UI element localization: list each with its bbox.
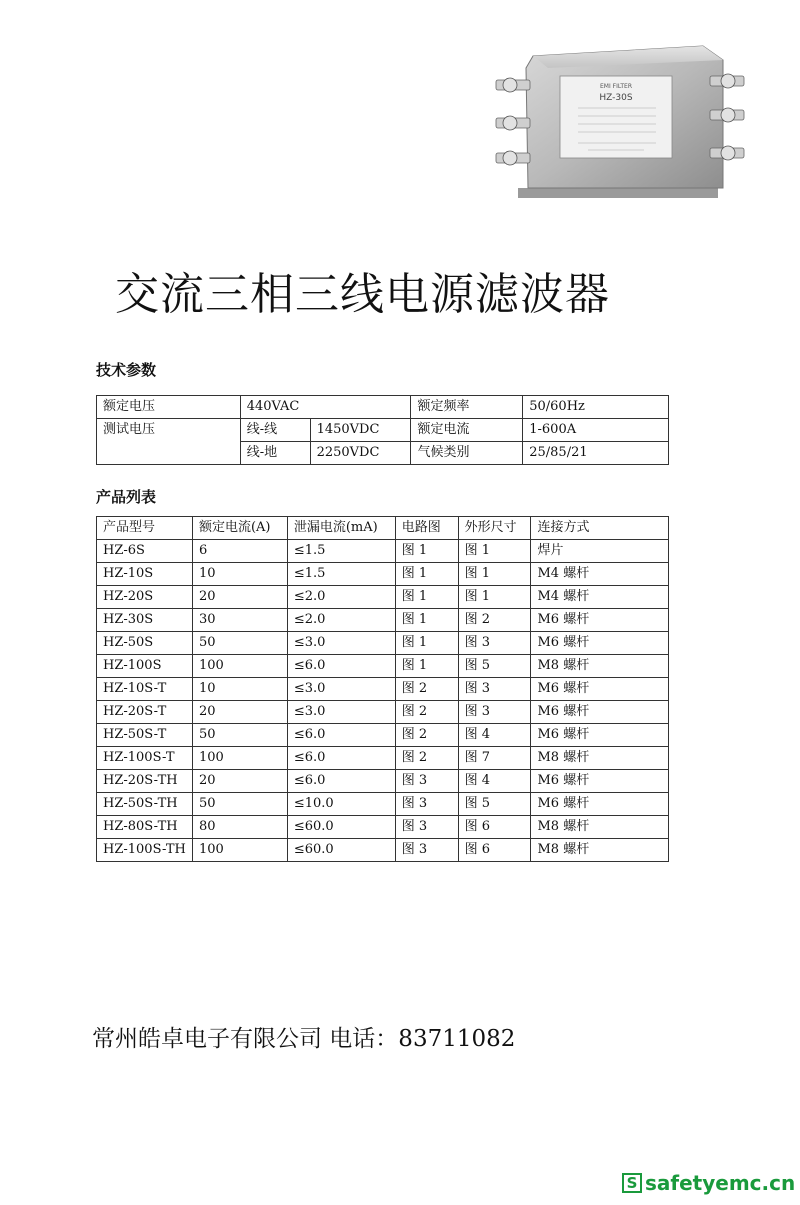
spec-cell: 线-地 bbox=[240, 442, 310, 465]
table-cell: 50 bbox=[192, 793, 287, 816]
table-cell: HZ-50S-TH bbox=[97, 793, 193, 816]
table-cell: 图 1 bbox=[395, 655, 458, 678]
table-cell: 图 1 bbox=[395, 632, 458, 655]
table-cell: 图 7 bbox=[458, 747, 531, 770]
table-cell: ≤10.0 bbox=[287, 793, 395, 816]
table-cell: 30 bbox=[192, 609, 287, 632]
table-cell: ≤2.0 bbox=[287, 586, 395, 609]
table-row bbox=[97, 816, 669, 839]
table-cell: 图 1 bbox=[458, 586, 531, 609]
spec-cell: 25/85/21 bbox=[523, 442, 669, 465]
table-cell: 20 bbox=[192, 701, 287, 724]
table-cell: 50 bbox=[192, 632, 287, 655]
spec-cell-empty bbox=[97, 442, 241, 465]
table-cell: HZ-10S-T bbox=[97, 678, 193, 701]
table-cell: M6 螺杆 bbox=[531, 678, 669, 701]
spec-table bbox=[96, 395, 669, 465]
table-cell: M6 螺杆 bbox=[531, 609, 669, 632]
table-cell: 图 1 bbox=[458, 540, 531, 563]
table-cell: HZ-20S bbox=[97, 586, 193, 609]
table-cell: HZ-20S-TH bbox=[97, 770, 193, 793]
spec-cell: 气候类别 bbox=[411, 442, 523, 465]
table-cell: 图 3 bbox=[458, 632, 531, 655]
table-cell: ≤3.0 bbox=[287, 701, 395, 724]
table-cell: M8 螺杆 bbox=[531, 816, 669, 839]
table-cell: 焊片 bbox=[531, 540, 669, 563]
table-cell: M6 螺杆 bbox=[531, 701, 669, 724]
table-cell: 图 1 bbox=[395, 609, 458, 632]
table-cell: 图 2 bbox=[395, 701, 458, 724]
table-row bbox=[97, 540, 669, 563]
table-cell: M4 螺杆 bbox=[531, 563, 669, 586]
spec-row bbox=[97, 442, 669, 465]
table-row bbox=[97, 678, 669, 701]
table-cell: HZ-50S-T bbox=[97, 724, 193, 747]
table-row bbox=[97, 586, 669, 609]
table-cell: 图 1 bbox=[458, 563, 531, 586]
table-cell: 图 5 bbox=[458, 793, 531, 816]
spec-cell: 线-线 bbox=[240, 419, 310, 442]
table-cell: HZ-20S-T bbox=[97, 701, 193, 724]
table-cell: 80 bbox=[192, 816, 287, 839]
spec-row bbox=[97, 419, 669, 442]
table-cell: M6 螺杆 bbox=[531, 632, 669, 655]
table-cell: 图 1 bbox=[395, 563, 458, 586]
table-cell: 图 2 bbox=[395, 724, 458, 747]
table-cell: 图 2 bbox=[395, 747, 458, 770]
table-cell: M8 螺杆 bbox=[531, 655, 669, 678]
photo-label-line1: EMI FILTER bbox=[599, 83, 633, 90]
spec-cell: 测试电压 bbox=[97, 419, 241, 442]
table-cell: 图 2 bbox=[395, 678, 458, 701]
table-row bbox=[97, 724, 669, 747]
table-row bbox=[97, 609, 669, 632]
spec-cell: 1-600A bbox=[523, 419, 669, 442]
table-cell: HZ-50S bbox=[97, 632, 193, 655]
spec-heading: 技术参数 bbox=[96, 361, 157, 379]
table-cell: HZ-80S-TH bbox=[97, 816, 193, 839]
table-row bbox=[97, 701, 669, 724]
table-cell: HZ-100S-TH bbox=[97, 839, 193, 862]
column-header: 连接方式 bbox=[531, 517, 669, 540]
table-cell: M8 螺杆 bbox=[531, 839, 669, 862]
table-cell: ≤3.0 bbox=[287, 632, 395, 655]
table-cell: 图 3 bbox=[395, 839, 458, 862]
spec-row bbox=[97, 396, 669, 419]
table-cell: 图 6 bbox=[458, 839, 531, 862]
photo-label-line2: HZ-30S bbox=[599, 93, 633, 103]
table-cell: M6 螺杆 bbox=[531, 724, 669, 747]
table-cell: 100 bbox=[192, 839, 287, 862]
table-cell: 20 bbox=[192, 586, 287, 609]
spec-cell: 50/60Hz bbox=[523, 396, 669, 419]
table-cell: M6 螺杆 bbox=[531, 770, 669, 793]
column-header: 产品型号 bbox=[97, 517, 193, 540]
table-row bbox=[97, 839, 669, 862]
table-cell: M6 螺杆 bbox=[531, 793, 669, 816]
table-cell: 图 3 bbox=[458, 678, 531, 701]
table-row bbox=[97, 770, 669, 793]
company-footer: 常州皓卓电子有限公司 电话：83711082 bbox=[92, 1026, 516, 1052]
list-heading: 产品列表 bbox=[96, 488, 157, 506]
spec-cell: 2250VDC bbox=[310, 442, 411, 465]
table-row bbox=[97, 563, 669, 586]
spec-cell: 额定电流 bbox=[411, 419, 523, 442]
table-cell: 50 bbox=[192, 724, 287, 747]
table-cell: 图 4 bbox=[458, 770, 531, 793]
column-header: 额定电流(A) bbox=[192, 517, 287, 540]
table-cell: 图 1 bbox=[395, 586, 458, 609]
table-cell: 图 4 bbox=[458, 724, 531, 747]
table-cell: HZ-6S bbox=[97, 540, 193, 563]
table-cell: HZ-30S bbox=[97, 609, 193, 632]
table-cell: ≤3.0 bbox=[287, 678, 395, 701]
table-cell: ≤1.5 bbox=[287, 540, 395, 563]
page-title: 交流三相三线电源滤波器 bbox=[115, 269, 610, 320]
brand-s-icon: S bbox=[622, 1173, 642, 1193]
table-cell: ≤6.0 bbox=[287, 655, 395, 678]
table-cell: 图 3 bbox=[395, 793, 458, 816]
brand-text: safetyemc.cn bbox=[645, 1171, 796, 1195]
table-cell: 100 bbox=[192, 655, 287, 678]
table-cell: ≤6.0 bbox=[287, 747, 395, 770]
table-cell: HZ-100S-T bbox=[97, 747, 193, 770]
table-cell: 10 bbox=[192, 563, 287, 586]
brand-watermark bbox=[622, 1171, 795, 1195]
spec-cell: 额定电压 bbox=[97, 396, 241, 419]
table-cell: 图 5 bbox=[458, 655, 531, 678]
table-cell: HZ-100S bbox=[97, 655, 193, 678]
table-row bbox=[97, 632, 669, 655]
table-cell: 10 bbox=[192, 678, 287, 701]
table-cell: 图 3 bbox=[458, 701, 531, 724]
product-photo bbox=[488, 38, 748, 208]
column-header: 外形尺寸 bbox=[458, 517, 531, 540]
table-cell: M8 螺杆 bbox=[531, 747, 669, 770]
table-header-row bbox=[97, 517, 669, 540]
product-table bbox=[96, 516, 669, 862]
table-cell: 20 bbox=[192, 770, 287, 793]
spec-cell: 额定频率 bbox=[411, 396, 523, 419]
spec-cell: 440VAC bbox=[240, 396, 411, 419]
table-cell: ≤6.0 bbox=[287, 770, 395, 793]
table-cell: ≤2.0 bbox=[287, 609, 395, 632]
table-cell: 6 bbox=[192, 540, 287, 563]
table-cell: 100 bbox=[192, 747, 287, 770]
table-cell: 图 1 bbox=[395, 540, 458, 563]
spec-cell: 1450VDC bbox=[310, 419, 411, 442]
table-cell: HZ-10S bbox=[97, 563, 193, 586]
table-cell: 图 2 bbox=[458, 609, 531, 632]
table-cell: M4 螺杆 bbox=[531, 586, 669, 609]
table-cell: 图 6 bbox=[458, 816, 531, 839]
column-header: 泄漏电流(mA) bbox=[287, 517, 395, 540]
table-cell: ≤60.0 bbox=[287, 839, 395, 862]
table-cell: ≤60.0 bbox=[287, 816, 395, 839]
table-cell: 图 3 bbox=[395, 770, 458, 793]
table-row bbox=[97, 747, 669, 770]
column-header: 电路图 bbox=[395, 517, 458, 540]
table-cell: ≤1.5 bbox=[287, 563, 395, 586]
table-row bbox=[97, 793, 669, 816]
table-cell: 图 3 bbox=[395, 816, 458, 839]
table-cell: ≤6.0 bbox=[287, 724, 395, 747]
table-row bbox=[97, 655, 669, 678]
